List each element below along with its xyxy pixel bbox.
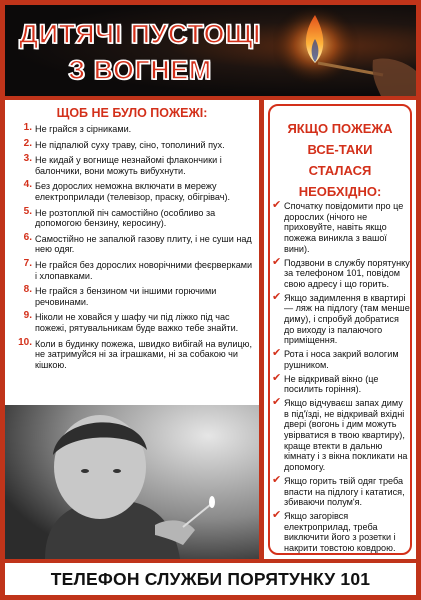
tip-text: Не відкривай вікно (це посилить горіння). — [284, 373, 379, 395]
emergency-heading-line-2: ВСЕ-ТАКИ — [307, 142, 373, 157]
emergency-heading-line-1: ЯКЩО ПОЖЕЖА — [287, 121, 393, 136]
poster-title-line-2: З ВОГНЕМ — [68, 55, 212, 85]
tip-text: Подзвони в службу порятунку за телефоном 101, повідом свою адресу і що горить. — [284, 257, 410, 289]
emergency-heading — [270, 118, 410, 202]
rule-number: 3. — [23, 153, 32, 165]
rule-number: 7. — [23, 257, 32, 269]
emergency-actions-box — [268, 104, 412, 555]
checkmark-icon: ✔ — [272, 255, 282, 268]
prevention-rule-list — [5, 124, 259, 375]
rule-number: 6. — [23, 231, 32, 243]
burning-match-image — [273, 5, 416, 96]
rule-number: 4. — [23, 179, 32, 191]
tip-item — [272, 290, 410, 347]
tip-text: Спочатку повідомити про це дорослих (нічого не приховуйте, навіть якщо пожежа виникла з вашої вини). — [284, 201, 404, 254]
rule-item — [5, 312, 259, 333]
rule-text: Не кидай у вогнище незнайомі флакончики і балончики, вони можуть вибухнути. — [35, 155, 222, 176]
checkmark-icon: ✔ — [272, 199, 282, 211]
rule-number: 5. — [23, 205, 32, 217]
tip-text: Якщо задимлення в квартирі — ляж на підлогу (там менше диму), і спробуй добратися до виходу із палаючого приміщення. — [284, 292, 410, 346]
tip-item — [272, 201, 410, 255]
rule-item — [5, 205, 259, 229]
rule-text: Не розтоплюй піч самостійно (особливо за допомогою бензину, керосину). — [35, 207, 216, 229]
emergency-heading-line-4: НЕОБХІДНО: — [298, 184, 382, 199]
checkmark-icon: ✔ — [272, 508, 282, 521]
tip-item — [272, 473, 410, 508]
rule-number: 2. — [23, 137, 32, 149]
child-with-match-photo — [5, 405, 259, 559]
tip-text: Якщо відчуваєш запах диму в під'їзді, не відкривай вхідні двері (вогонь і дим можуть увірватися в твою квартиру), краще втекти в дальню кімнату і з вікна покликати на допомогу. — [284, 397, 408, 473]
checkmark-icon: ✔ — [272, 290, 282, 303]
emergency-heading-line-3: СТАЛАСЯ — [308, 163, 372, 178]
rule-text: Не грайся без дорослих новорічними феєрверками і хлопавками. — [35, 259, 253, 281]
rule-text: Коли в будинку пожежа, швидко вибігай на вулицю, не затримуйся ні за іграшками, ні за собакою чи кішкою. — [35, 338, 252, 370]
header-banner — [5, 5, 416, 96]
rule-item — [5, 137, 259, 151]
rule-item — [5, 286, 259, 307]
checkmark-icon: ✔ — [272, 371, 282, 384]
rule-item — [5, 257, 259, 281]
tip-text: Якщо загорівся електроприлад, треба виключити його з розетки і накрити товстою ковдрою. — [284, 510, 396, 554]
tip-text: Якщо горить твій одяг треба впасти на підлогу і кататися, збиваючи полум'я. — [284, 475, 405, 508]
rule-text: Самостійно не запалюй газову плиту, і не суши над нею одяг. — [35, 233, 252, 255]
tip-item — [272, 371, 410, 395]
rule-item — [5, 155, 259, 176]
tip-text: Рота і носа закрий вологим рушником. — [284, 349, 399, 370]
rule-item — [5, 124, 259, 135]
tip-item — [272, 508, 410, 554]
checkmark-icon: ✔ — [272, 347, 282, 360]
prevention-heading: ЩОБ НЕ БУЛО ПОЖЕЖІ: — [56, 106, 208, 120]
emergency-actions-panel — [264, 100, 416, 559]
rule-text: Не підпалюй суху траву, сіно, тополиний пух. — [35, 139, 225, 150]
rule-number: 10. — [18, 336, 32, 348]
checkmark-icon: ✔ — [272, 395, 282, 408]
rule-text: Ніколи не ховайся у шафу чи під ліжко під час пожежі, рятувальникам буде важко тебе знайти. — [35, 312, 239, 333]
rescue-phone-footer: ТЕЛЕФОН СЛУЖБИ ПОРЯТУНКУ 101 — [5, 563, 416, 595]
poster-title-line-1: ДИТЯЧІ ПУСТОЩІ — [18, 19, 262, 49]
emergency-tip-list — [272, 201, 410, 557]
checkmark-icon: ✔ — [272, 473, 282, 486]
tip-item — [272, 349, 410, 370]
rule-text: Без дорослих неможна включати в мережу електроприлади (телевізор, праску, обігрівач). — [35, 181, 231, 202]
rule-item — [5, 336, 259, 371]
rule-item — [5, 181, 259, 202]
rule-text: Не грайся з бензином чи іншими горючими речовинами. — [35, 286, 217, 307]
rule-number: 1. — [23, 122, 32, 133]
rule-text: Не грайся з сірниками. — [35, 124, 132, 134]
tip-item — [272, 395, 410, 473]
rule-item — [5, 231, 259, 255]
rule-number: 8. — [23, 284, 32, 296]
rule-number: 9. — [23, 310, 32, 322]
tip-item — [272, 255, 410, 290]
